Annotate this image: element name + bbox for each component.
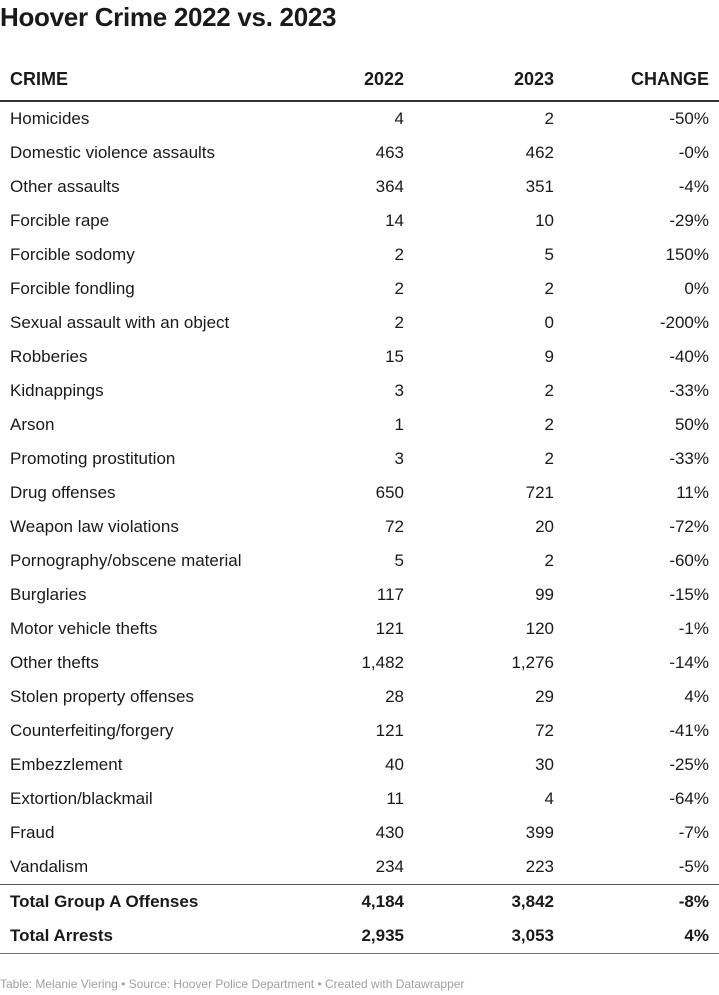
cell-crime: Weapon law violations	[10, 517, 179, 536]
cell-2023: 99	[535, 585, 554, 604]
cell-2022: 2,935	[290, 919, 414, 954]
cell-change: 4%	[684, 687, 709, 706]
table-row	[0, 714, 719, 748]
cell-2023: 2	[544, 449, 554, 468]
cell-change: -33%	[669, 381, 709, 400]
table-row	[0, 272, 719, 306]
cell-change: -33%	[669, 449, 709, 468]
cell-crime: Kidnappings	[10, 381, 104, 400]
cell-change: -0%	[678, 143, 709, 162]
cell-crime: Sexual assault with an object	[10, 313, 230, 332]
cell-crime: Forcible sodomy	[10, 245, 135, 264]
table-row	[0, 204, 719, 238]
cell-2022: 15	[385, 347, 404, 366]
cell-2022: 117	[376, 585, 404, 604]
cell-2022: 430	[375, 823, 404, 842]
cell-2022: 650	[375, 483, 404, 502]
table-row	[0, 340, 719, 374]
cell-change: -72%	[669, 517, 709, 536]
table-row	[0, 136, 719, 170]
cell-2023: 5	[544, 245, 554, 264]
table-row	[0, 782, 719, 816]
cell-crime: Embezzlement	[10, 755, 123, 774]
cell-2023: 2	[544, 415, 554, 434]
table-row	[0, 238, 719, 272]
cell-2023: 29	[535, 687, 554, 706]
cell-2022: 40	[385, 755, 404, 774]
cell-2023: 72	[535, 721, 554, 740]
table-title: Hoover Crime 2022 vs. 2023	[0, 2, 337, 32]
cell-crime: Fraud	[10, 823, 55, 842]
cell-2023: 9	[544, 347, 554, 366]
cell-2023: 10	[535, 211, 554, 230]
cell-2022: 234	[375, 857, 404, 876]
cell-2023: 4	[544, 789, 554, 808]
cell-crime: Robberies	[10, 347, 88, 366]
cell-2022: 4	[394, 109, 404, 128]
cell-change: -60%	[669, 551, 709, 570]
cell-2022: 4,184	[290, 885, 414, 920]
table-row	[0, 680, 719, 714]
table-row	[0, 748, 719, 782]
cell-crime: Promoting prostitution	[10, 449, 176, 468]
table-row	[0, 510, 719, 544]
cell-2023: 399	[525, 823, 554, 842]
cell-crime: Forcible fondling	[10, 279, 135, 298]
cell-change: -40%	[669, 347, 709, 366]
cell-change: 4%	[564, 919, 719, 954]
cell-crime: Domestic violence assaults	[10, 143, 216, 162]
cell-2023: 2	[544, 109, 554, 128]
header-change: CHANGE	[564, 58, 719, 101]
cell-2023: 351	[525, 177, 554, 196]
total-row	[0, 885, 719, 920]
cell-crime: Other thefts	[10, 653, 99, 672]
cell-2022: 5	[394, 551, 404, 570]
cell-2022: 11	[386, 789, 404, 808]
cell-change: -15%	[669, 585, 709, 604]
header-2023: 2023	[414, 58, 564, 101]
cell-2022: 28	[385, 687, 404, 706]
cell-2023: 20	[535, 517, 554, 536]
table-row	[0, 374, 719, 408]
cell-change: 50%	[674, 415, 709, 434]
header-2022: 2022	[290, 58, 414, 101]
cell-2023: 3,842	[414, 885, 564, 920]
cell-crime: Pornography/obscene material	[10, 551, 242, 570]
cell-2022: 463	[375, 143, 404, 162]
cell-change: 150%	[665, 245, 709, 264]
cell-2023: 1,276	[511, 653, 554, 672]
header-crime: CRIME	[0, 58, 290, 101]
table-row	[0, 170, 719, 204]
cell-2022: 2	[394, 313, 404, 332]
cell-crime: Extortion/blackmail	[10, 789, 153, 808]
total-row	[0, 919, 719, 954]
cell-change: -4%	[678, 177, 709, 196]
cell-crime: Vandalism	[10, 857, 89, 876]
cell-crime: Stolen property offenses	[10, 687, 194, 706]
cell-2023: 120	[525, 619, 554, 638]
cell-2023: 2	[544, 381, 554, 400]
table-row	[0, 578, 719, 612]
cell-change: -25%	[669, 755, 709, 774]
cell-2022: 1	[394, 415, 404, 434]
cell-crime: Drug offenses	[10, 483, 116, 502]
cell-change: -41%	[669, 721, 709, 740]
cell-change: 0%	[684, 279, 709, 298]
table-body	[0, 101, 719, 954]
cell-2023: 3,053	[414, 919, 564, 954]
cell-2023: 2	[544, 279, 554, 298]
crime-table	[0, 58, 719, 954]
cell-2023: 30	[535, 755, 554, 774]
cell-change: -14%	[669, 653, 709, 672]
table-row	[0, 101, 719, 136]
cell-crime: Total Arrests	[0, 919, 290, 954]
cell-2022: 14	[385, 211, 404, 230]
cell-crime: Forcible rape	[10, 211, 110, 230]
cell-crime: Homicides	[10, 109, 90, 128]
table-row	[0, 646, 719, 680]
cell-2023: 2	[544, 551, 554, 570]
cell-2023: 462	[525, 143, 554, 162]
cell-change: -8%	[564, 885, 719, 920]
table-row	[0, 612, 719, 646]
cell-2022: 3	[394, 381, 404, 400]
cell-crime: Counterfeiting/forgery	[10, 721, 174, 740]
cell-change: -29%	[669, 211, 709, 230]
cell-change: -64%	[669, 789, 709, 808]
cell-2022: 364	[375, 177, 404, 196]
cell-2022: 121	[375, 619, 404, 638]
footer-credit: Table: Melanie Viering • Source: Hoover Police Department • Created with Datawrapper	[0, 977, 465, 991]
cell-2022: 121	[375, 721, 404, 740]
cell-change: -1%	[678, 619, 709, 638]
cell-change: -50%	[669, 109, 709, 128]
cell-change: 11%	[676, 483, 709, 502]
cell-change: -5%	[678, 857, 709, 876]
header-row	[0, 58, 719, 101]
cell-2022: 1,482	[361, 653, 404, 672]
table-row	[0, 816, 719, 850]
cell-change: -7%	[678, 823, 709, 842]
cell-crime: Total Group A Offenses	[0, 885, 290, 920]
cell-2023: 0	[544, 313, 554, 332]
cell-crime: Motor vehicle thefts	[10, 619, 158, 638]
table-row	[0, 544, 719, 578]
cell-2022: 2	[394, 279, 404, 298]
cell-2022: 72	[385, 517, 404, 536]
table-row	[0, 476, 719, 510]
table-row	[0, 442, 719, 476]
table-row	[0, 408, 719, 442]
cell-crime: Burglaries	[10, 585, 87, 604]
cell-2022: 3	[394, 449, 404, 468]
cell-2023: 223	[525, 857, 554, 876]
cell-crime: Other assaults	[10, 177, 120, 196]
cell-change: -200%	[659, 313, 709, 332]
table-row	[0, 306, 719, 340]
cell-2023: 721	[525, 483, 554, 502]
table-row	[0, 850, 719, 885]
cell-2022: 2	[394, 245, 404, 264]
cell-crime: Arson	[10, 415, 55, 434]
